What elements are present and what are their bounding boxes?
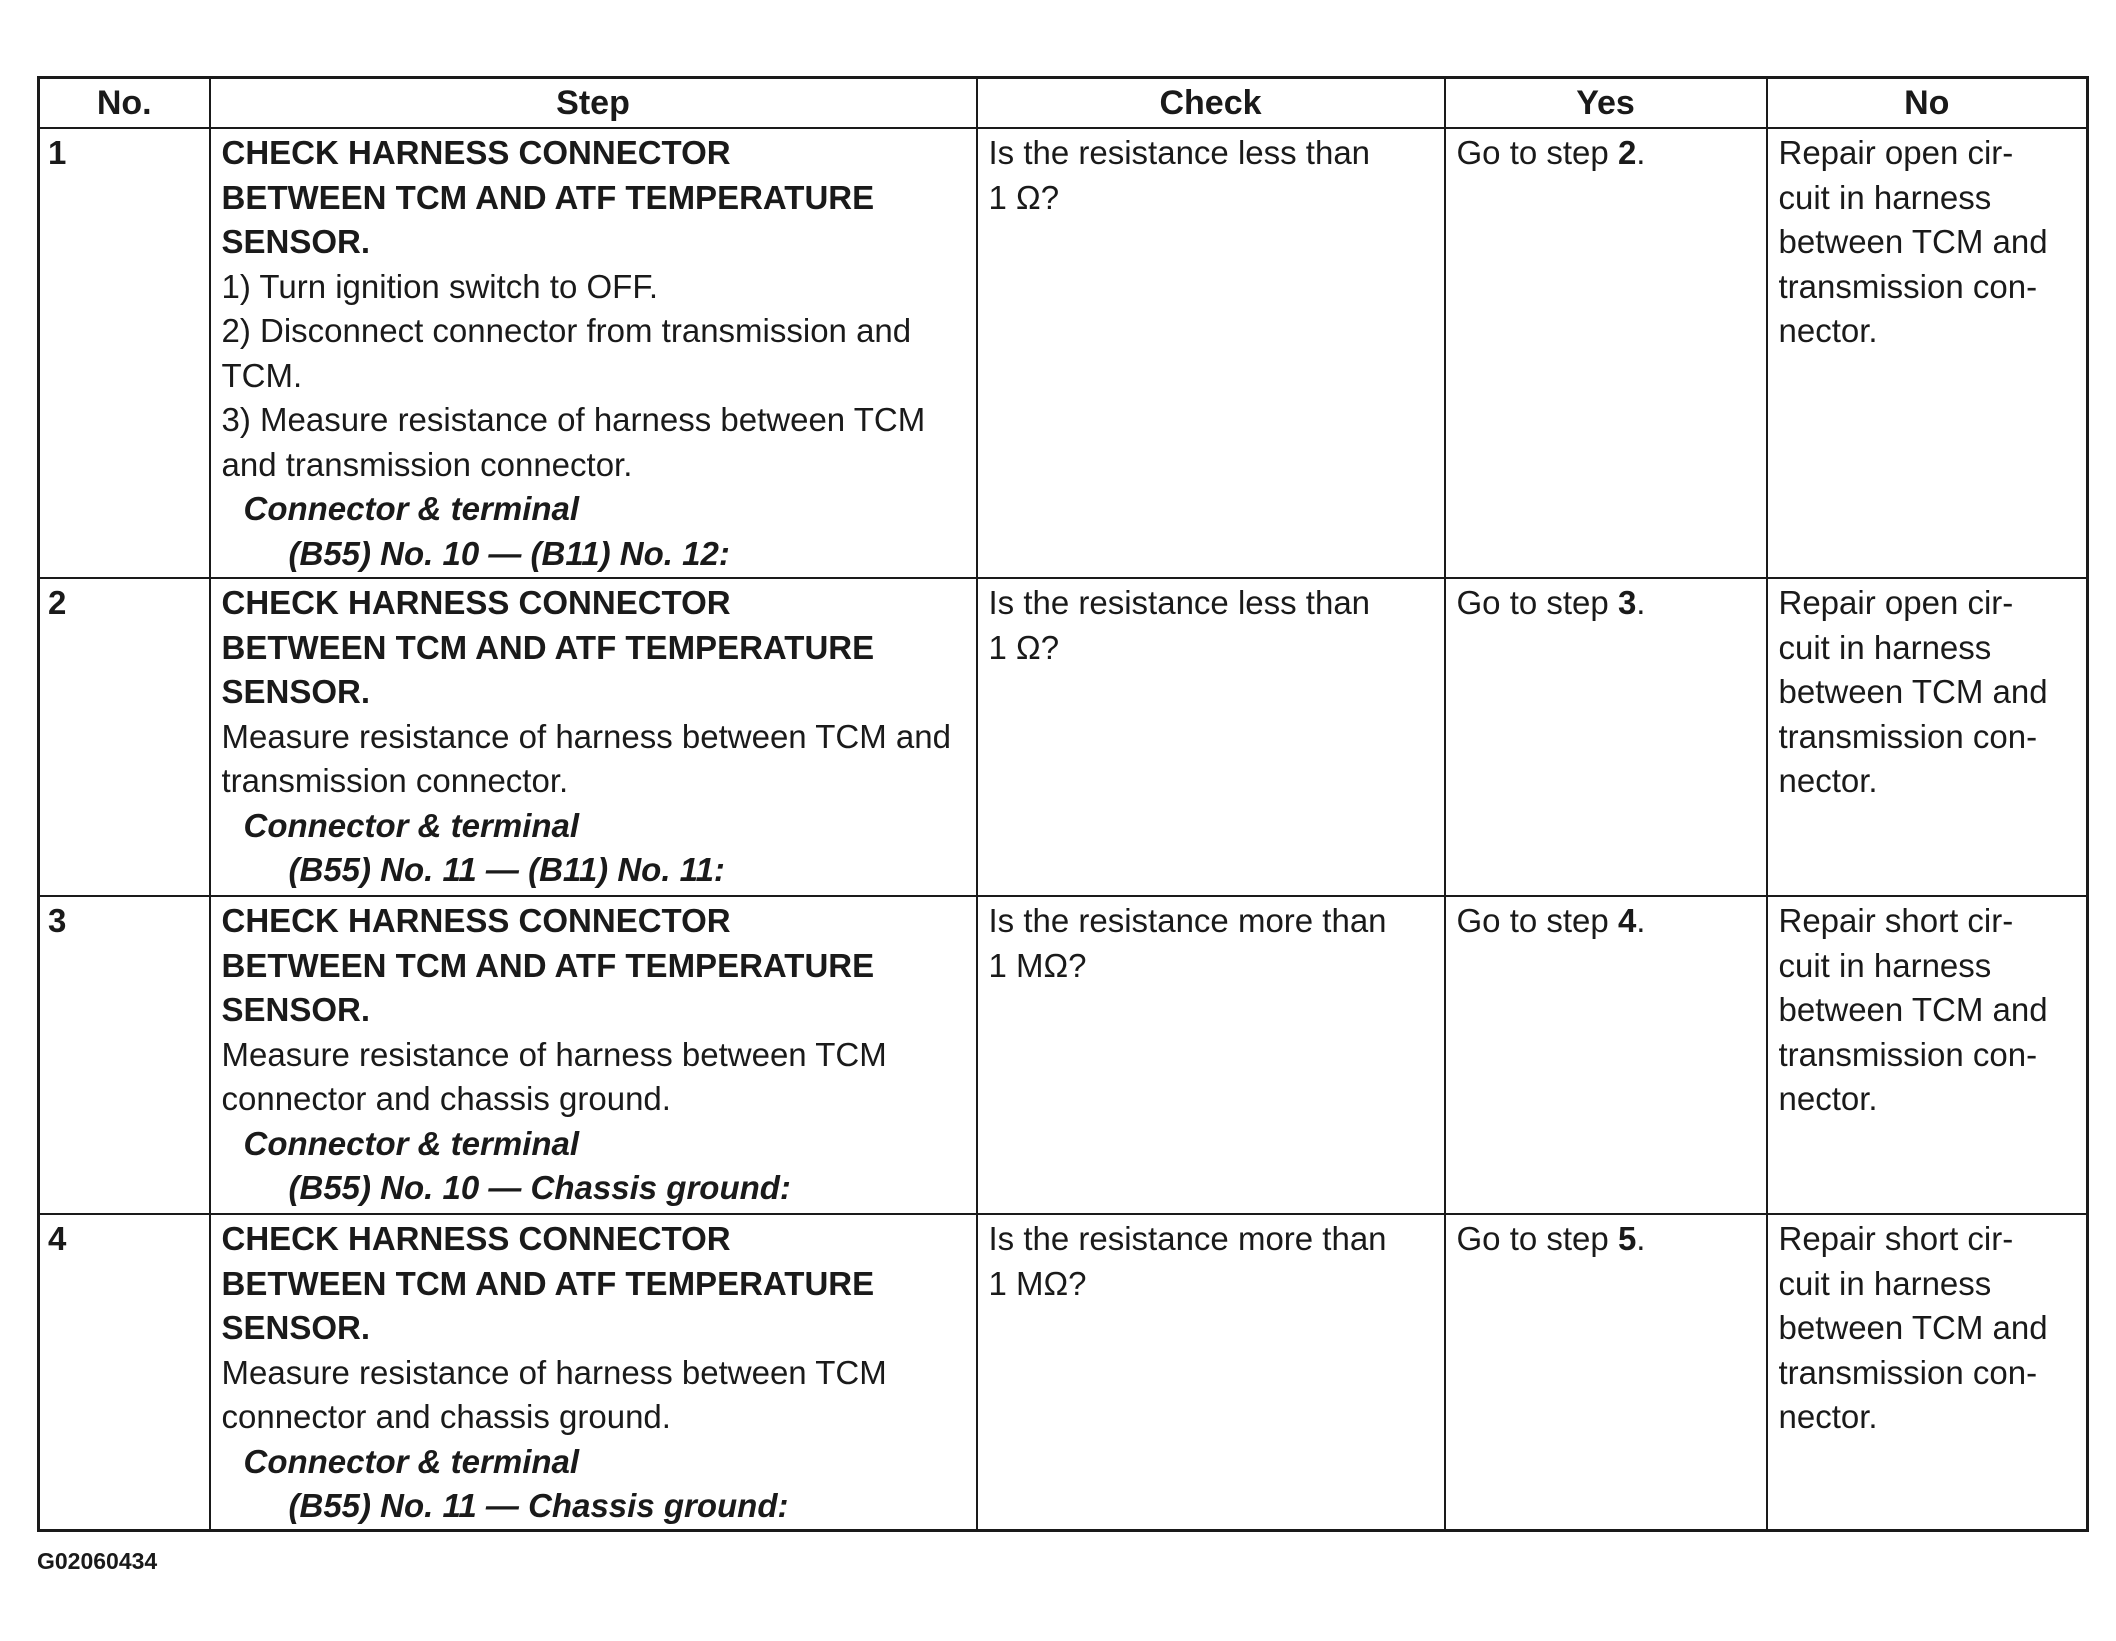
- check-question: Is the resistance less than 1 Ω?: [988, 134, 1371, 216]
- yes-cell: [1445, 1214, 1767, 1530]
- yes-prefix: Go to step: [1456, 902, 1618, 939]
- check-question: Is the resistance more than 1 MΩ?: [988, 1220, 1387, 1302]
- step-instruction: Measure resistance of harness between TCM connector and chassis ground.: [221, 1035, 887, 1117]
- table-row: [39, 1214, 2088, 1530]
- yes-step-number: 3: [1617, 584, 1637, 621]
- yes-prefix: Go to step: [1456, 134, 1618, 171]
- check-question: Is the resistance less than 1 Ω?: [988, 584, 1371, 666]
- table-row: [39, 128, 2088, 578]
- header-check: Check: [977, 78, 1445, 129]
- step-instruction: 1) Turn ignition switch to OFF.: [221, 267, 658, 305]
- step-cell: [210, 128, 977, 578]
- step-number: 3: [39, 896, 210, 1214]
- step-title: CHECK HARNESS CONNECTOR BETWEEN TCM AND ATF TEMPERATURE SENSOR.: [221, 134, 875, 260]
- check-cell: [977, 578, 1445, 896]
- no-action-text: Repair short cir- cuit in harness between TCM and transmission con- nector.: [1778, 902, 2048, 1117]
- no-action-cell: [1767, 128, 2088, 578]
- terminal-label: Connector & terminal: [243, 1124, 580, 1162]
- yes-step-number: 4: [1617, 902, 1637, 939]
- step-title: CHECK HARNESS CONNECTOR BETWEEN TCM AND ATF TEMPERATURE SENSOR.: [221, 584, 875, 710]
- header-row: [39, 78, 2088, 129]
- step-cell: [210, 896, 977, 1214]
- terminal-label: Connector & terminal: [243, 490, 580, 527]
- terminal-value: (B55) No. 10 — (B11) No. 12:: [288, 534, 730, 572]
- terminal-value: (B55) No. 10 — Chassis ground:: [288, 1169, 791, 1206]
- step-number: 2: [39, 578, 210, 896]
- step-title: CHECK HARNESS CONNECTOR BETWEEN TCM AND ATF TEMPERATURE SENSOR.: [221, 902, 875, 1028]
- yes-suffix: .: [1636, 1220, 1646, 1257]
- figure-id: G02060434: [37, 1548, 158, 1574]
- terminal-label: Connector & terminal: [243, 1442, 580, 1480]
- yes-cell: [1445, 578, 1767, 896]
- table-row: [39, 896, 2088, 1214]
- check-cell: [977, 896, 1445, 1214]
- header-no-action: No: [1767, 78, 2088, 129]
- step-instruction: Measure resistance of harness between TCM connector and chassis ground.: [221, 1353, 887, 1435]
- terminal-label: Connector & terminal: [243, 806, 580, 844]
- step-instruction: Measure resistance of harness between TCM and transmission connector.: [221, 717, 951, 799]
- step-number: 4: [39, 1214, 210, 1530]
- no-action-cell: [1767, 1214, 2088, 1530]
- table-row: [39, 578, 2088, 896]
- terminal-value: (B55) No. 11 — (B11) No. 11:: [288, 851, 725, 888]
- no-action-text: Repair short cir- cuit in harness between TCM and transmission con- nector.: [1778, 1220, 2048, 1435]
- yes-cell: [1445, 128, 1767, 578]
- no-action-text: Repair open cir- cuit in harness between TCM and transmission con- nector.: [1778, 134, 2048, 349]
- yes-step-number: 5: [1617, 1220, 1637, 1257]
- header-no: No.: [39, 78, 210, 129]
- step-instruction: 3) Measure resistance of harness between TCM and transmission connector.: [221, 401, 926, 483]
- yes-cell: [1445, 896, 1767, 1214]
- yes-prefix: Go to step: [1456, 584, 1618, 621]
- no-action-text: Repair open cir- cuit in harness between TCM and transmission con- nector.: [1778, 584, 2048, 799]
- yes-step-number: 2: [1617, 134, 1637, 171]
- check-cell: [977, 1214, 1445, 1530]
- yes-suffix: .: [1636, 584, 1646, 621]
- yes-suffix: .: [1636, 134, 1646, 171]
- check-cell: [977, 128, 1445, 578]
- terminal-value: (B55) No. 11 — Chassis ground:: [288, 1487, 789, 1524]
- step-title: CHECK HARNESS CONNECTOR BETWEEN TCM AND ATF TEMPERATURE SENSOR.: [221, 1220, 875, 1346]
- diagnostic-table: [37, 76, 2089, 1532]
- no-action-cell: [1767, 896, 2088, 1214]
- step-cell: [210, 1214, 977, 1530]
- header-yes: Yes: [1445, 78, 1767, 129]
- table-body: [39, 128, 2088, 1530]
- check-question: Is the resistance more than 1 MΩ?: [988, 902, 1387, 984]
- no-action-cell: [1767, 578, 2088, 896]
- step-cell: [210, 578, 977, 896]
- header-step: Step: [210, 78, 977, 129]
- yes-prefix: Go to step: [1456, 1220, 1618, 1257]
- step-number: 1: [39, 128, 210, 578]
- yes-suffix: .: [1636, 902, 1646, 939]
- step-instruction: 2) Disconnect connector from transmission and TCM.: [221, 312, 912, 394]
